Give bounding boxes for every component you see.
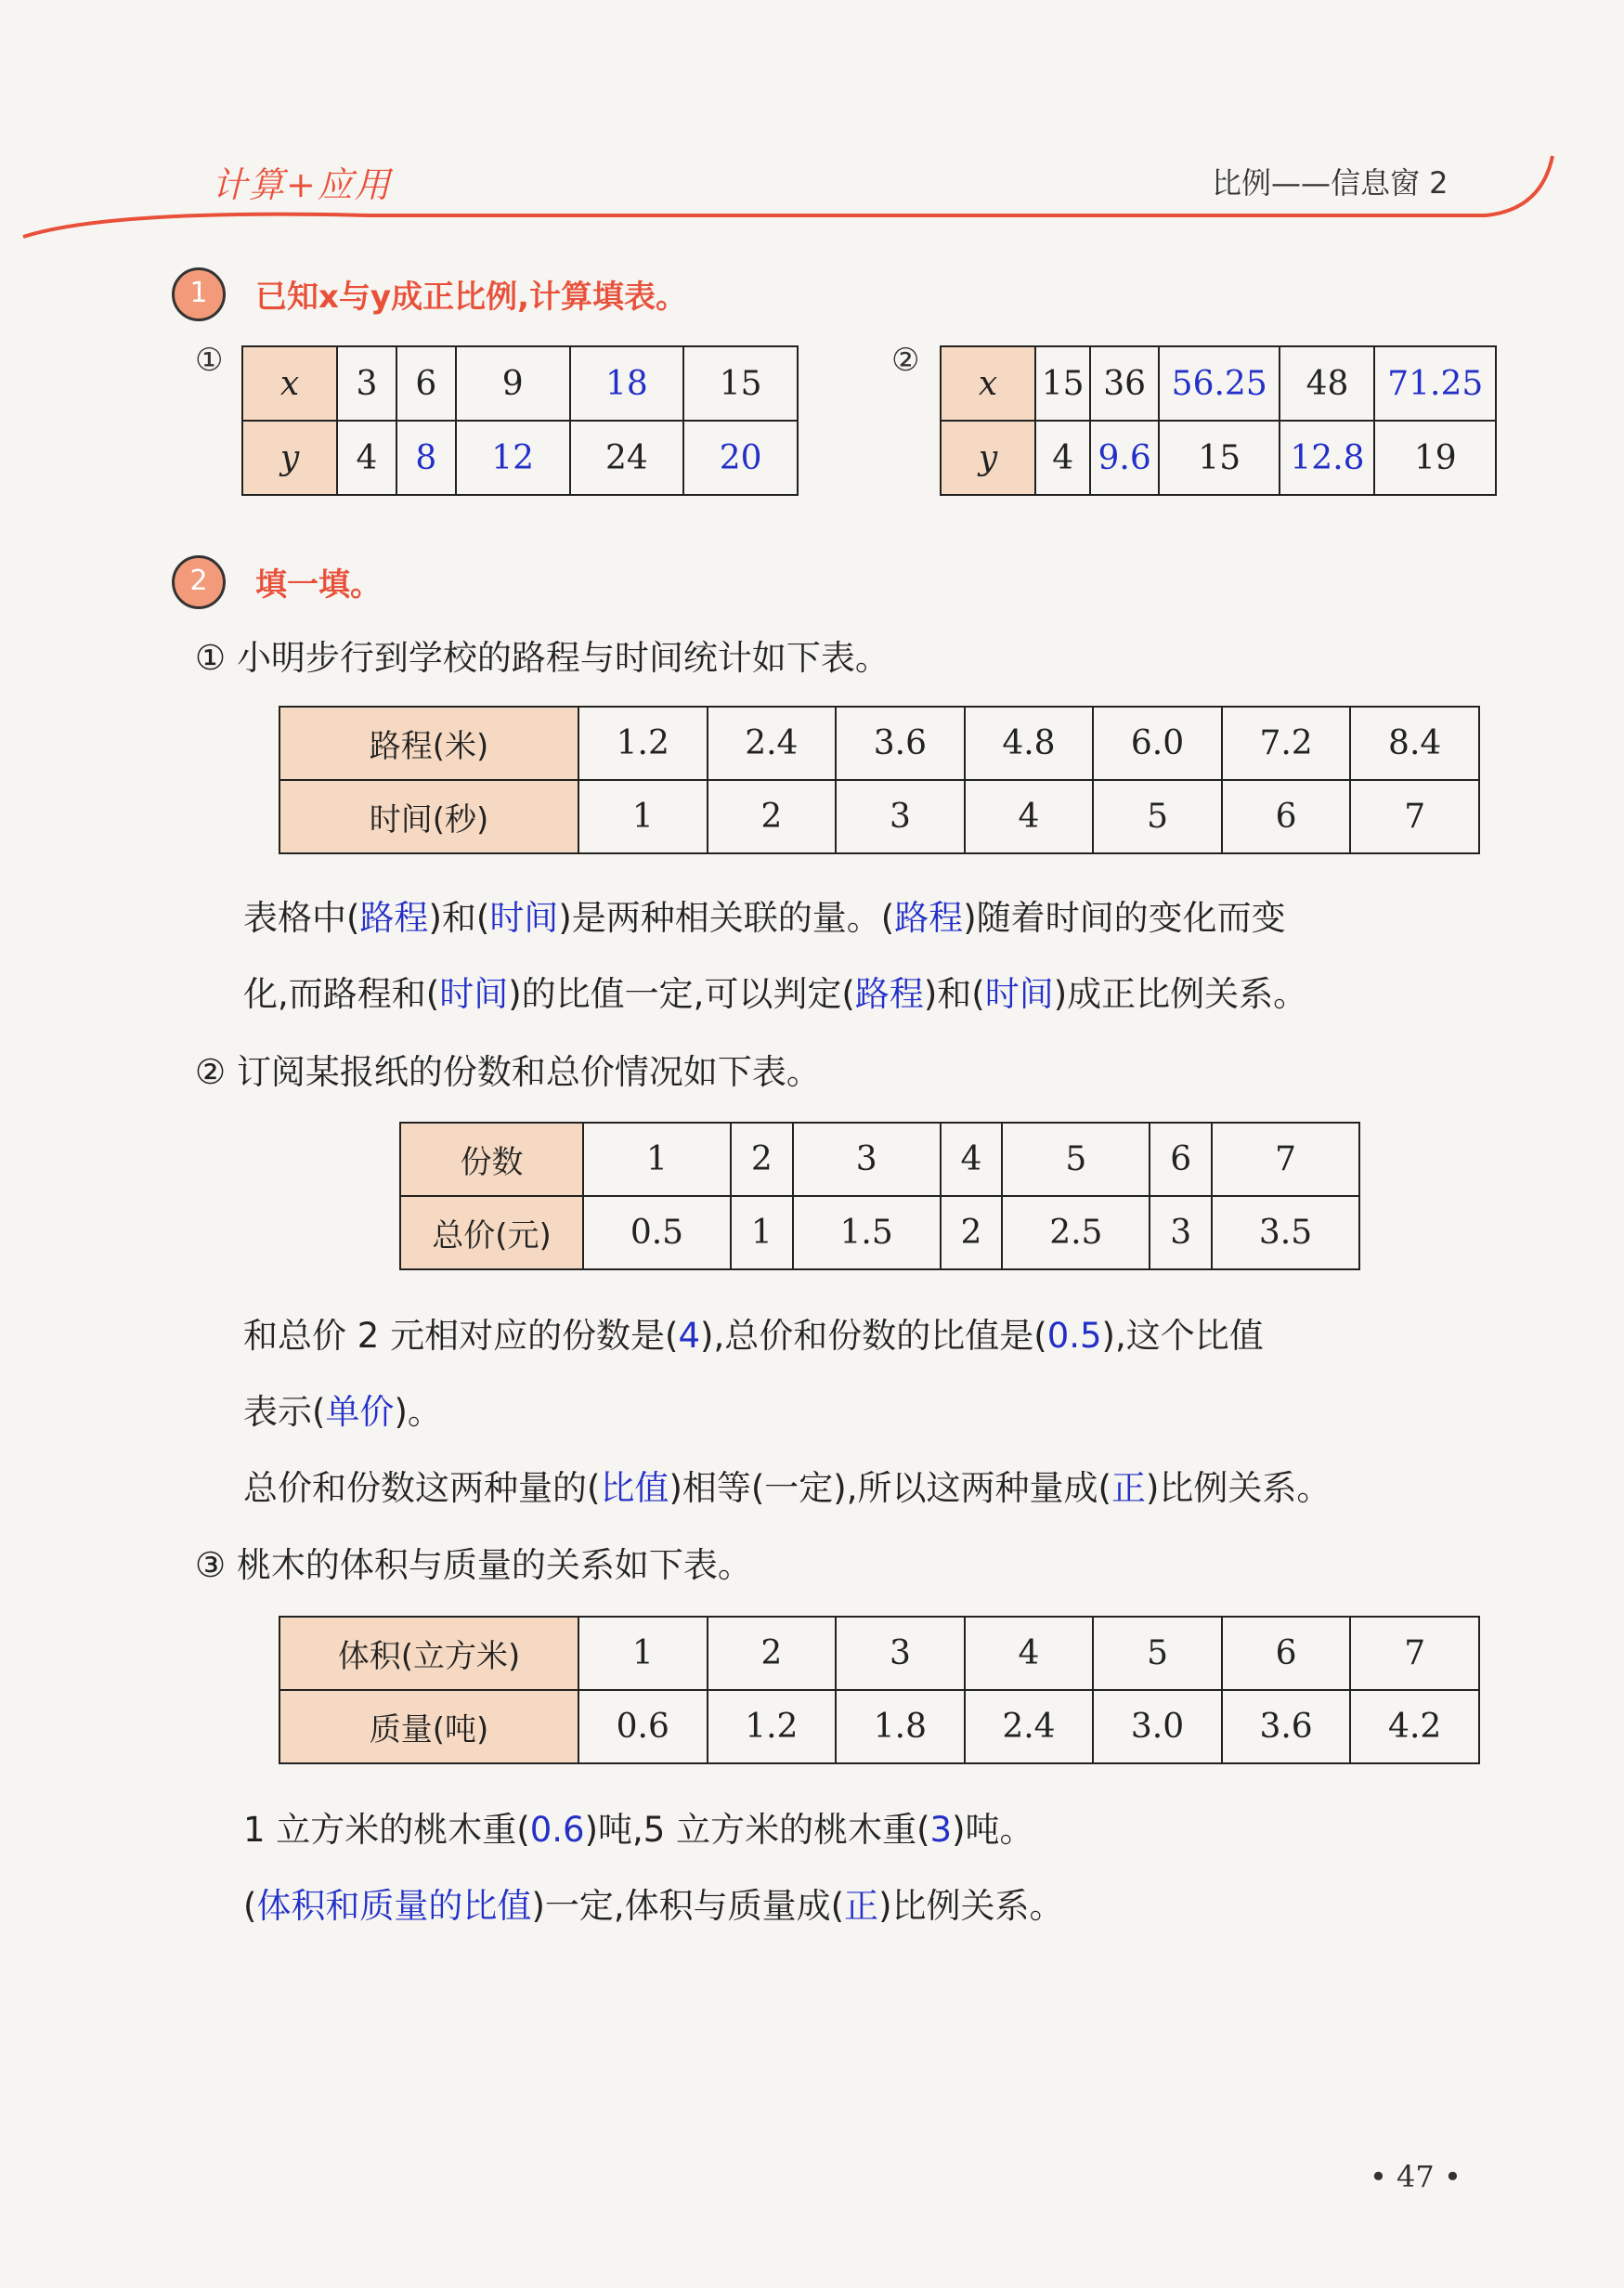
fill-line [243,966,1307,1016]
cell: 5 [1002,1123,1150,1196]
answer: 体积和质量的比值 [256,1886,532,1926]
section-number-badge: 2 [172,555,226,609]
cell: 2.4 [965,1690,1094,1763]
text: 1 立方米的桃木重( [243,1810,530,1850]
cell: 3 [793,1123,941,1196]
answer: 0.6 [529,1810,585,1850]
cell: 6.0 [1093,707,1222,780]
answer: 比值 [600,1468,669,1508]
text: 化,而路程和( [243,974,440,1014]
intro-text: 订阅某报纸的份数和总价情况如下表。 [236,1052,821,1092]
cell: 1.8 [836,1690,965,1763]
cell: 7.2 [1222,707,1351,780]
text: )吨,5 立方米的桃木重( [584,1810,930,1850]
text: )比例关系。 [1145,1468,1332,1508]
answer-cell: 56.25 [1159,346,1280,421]
text: )和( [428,898,490,938]
question-intro [195,1537,752,1587]
intro-text: 小明步行到学校的路程与时间统计如下表。 [236,638,890,678]
answer-cell: 18 [570,346,684,421]
text: ),这个比值 [1101,1316,1264,1356]
text: )和( [923,974,985,1014]
row-label: 总价(元) [400,1196,583,1269]
cell: 3 [836,780,965,853]
fill-line [243,1384,442,1434]
answer: 正 [844,1886,879,1926]
section-title: 已知x与y成正比例,计算填表。 [255,279,688,316]
cell: 7 [1350,1617,1479,1690]
page-number: • 47 • [1370,2159,1462,2194]
x-label: x [941,346,1035,421]
text: )一定,体积与质量成( [531,1886,845,1926]
volume-mass-table [279,1616,1480,1764]
cell: 9 [456,346,570,421]
item-mark: ② [195,1052,227,1092]
cell: 6 [396,346,456,421]
cell: 1.2 [578,707,708,780]
cell: 7 [1212,1123,1359,1196]
y-label: y [941,421,1035,495]
cell: 8.4 [1350,707,1479,780]
cell: 1 [578,780,708,853]
answer-cell: 71.25 [1374,346,1496,421]
answer: 单价 [325,1392,395,1432]
answer: 3 [929,1810,953,1850]
cell: 1.2 [708,1690,837,1763]
cell: 3 [1150,1196,1212,1269]
text: )成正比例关系。 [1053,974,1308,1014]
cell: 3 [836,1617,965,1690]
header-chapter: 比例——信息窗 2 [1212,165,1449,201]
cell: 4 [965,1617,1094,1690]
item-mark: ① [195,638,227,678]
answer-cell: 8 [396,421,456,495]
text: 和总价 2 元相对应的份数是( [243,1316,679,1356]
row-label: 路程(米) [279,707,578,780]
cell: 7 [1350,780,1479,853]
text: )随着时间的变化而变 [963,898,1286,938]
answer: 正 [1111,1468,1146,1508]
question-intro [195,1044,821,1094]
proportion-table-2 [940,345,1497,496]
fill-line [243,1460,1331,1510]
cell: 2.4 [708,707,837,780]
row-label: 份数 [400,1123,583,1196]
cell: 3.5 [1212,1196,1359,1269]
header-category: 计算+应用 [212,164,392,205]
cell: 1.5 [793,1196,941,1269]
section-title: 填一填。 [255,566,382,604]
row-label: 时间(秒) [279,780,578,853]
cell: 1 [583,1123,731,1196]
cell: 4.2 [1350,1690,1479,1763]
cell: 1 [578,1617,708,1690]
row-label: 质量(吨) [279,1690,578,1763]
text: )。 [394,1392,442,1432]
text: )相等(一定),所以这两种量成( [669,1468,1111,1508]
answer: 时间 [489,898,559,938]
fill-line [243,890,1286,940]
cell: 3.0 [1093,1690,1222,1763]
cell: 6 [1222,780,1351,853]
answer: 4 [678,1316,701,1356]
text: 表格中( [243,898,360,938]
answer: 0.5 [1046,1316,1102,1356]
answer-cell: 12 [456,421,570,495]
text: 表示( [243,1392,326,1432]
cell: 1 [731,1196,793,1269]
cell: 19 [1374,421,1496,495]
answer-cell: 9.6 [1090,421,1159,495]
answer: 时间 [439,974,509,1014]
section-number-badge: 1 [172,267,226,321]
cell: 3.6 [1222,1690,1351,1763]
cell: 4.8 [965,707,1094,780]
cell: 15 [683,346,798,421]
text: 总价和份数这两种量的( [243,1468,601,1508]
fill-line [243,1801,1034,1852]
y-label: y [242,421,337,495]
cell: 3 [337,346,396,421]
cell: 6 [1222,1617,1351,1690]
answer-cell: 12.8 [1280,421,1374,495]
row-label: 体积(立方米) [279,1617,578,1690]
answer-cell: 20 [683,421,798,495]
cell: 5 [1093,780,1222,853]
cell: 0.5 [583,1196,731,1269]
cell: 3.6 [836,707,965,780]
cell: 15 [1159,421,1280,495]
cell: 6 [1150,1123,1212,1196]
cell: 5 [1093,1617,1222,1690]
intro-text: 桃木的体积与质量的关系如下表。 [236,1545,752,1585]
x-label: x [242,346,337,421]
cell: 2.5 [1002,1196,1150,1269]
cell: 2 [708,780,837,853]
answer: 路程 [894,898,964,938]
item-mark: ③ [195,1545,227,1585]
text: )的比值一定,可以判定( [508,974,855,1014]
cell: 2 [941,1196,1003,1269]
cell: 2 [731,1123,793,1196]
answer: 路程 [854,974,924,1014]
proportion-table-1 [241,345,799,496]
cell: 36 [1090,346,1159,421]
text: )是两种相关联的量。( [558,898,895,938]
cell: 2 [708,1617,837,1690]
text: ),总价和份数的比值是( [700,1316,1047,1356]
answer: 时间 [984,974,1054,1014]
cell: 48 [1280,346,1374,421]
fill-line [243,1878,1064,1928]
cell: 4 [1035,421,1090,495]
cell: 0.6 [578,1690,708,1763]
newspaper-price-table [399,1122,1360,1270]
fill-line [243,1307,1264,1358]
text: )比例关系。 [878,1886,1064,1926]
item-mark: ① [195,342,224,379]
cell: 4 [337,421,396,495]
text: )吨。 [952,1810,1034,1850]
distance-time-table [279,706,1480,854]
header-divider [0,0,1624,279]
cell: 4 [941,1123,1003,1196]
item-mark: ② [891,342,920,379]
question-intro [195,630,890,680]
answer: 路程 [359,898,429,938]
text: ( [243,1886,257,1926]
cell: 15 [1035,346,1090,421]
cell: 24 [570,421,684,495]
cell: 4 [965,780,1094,853]
